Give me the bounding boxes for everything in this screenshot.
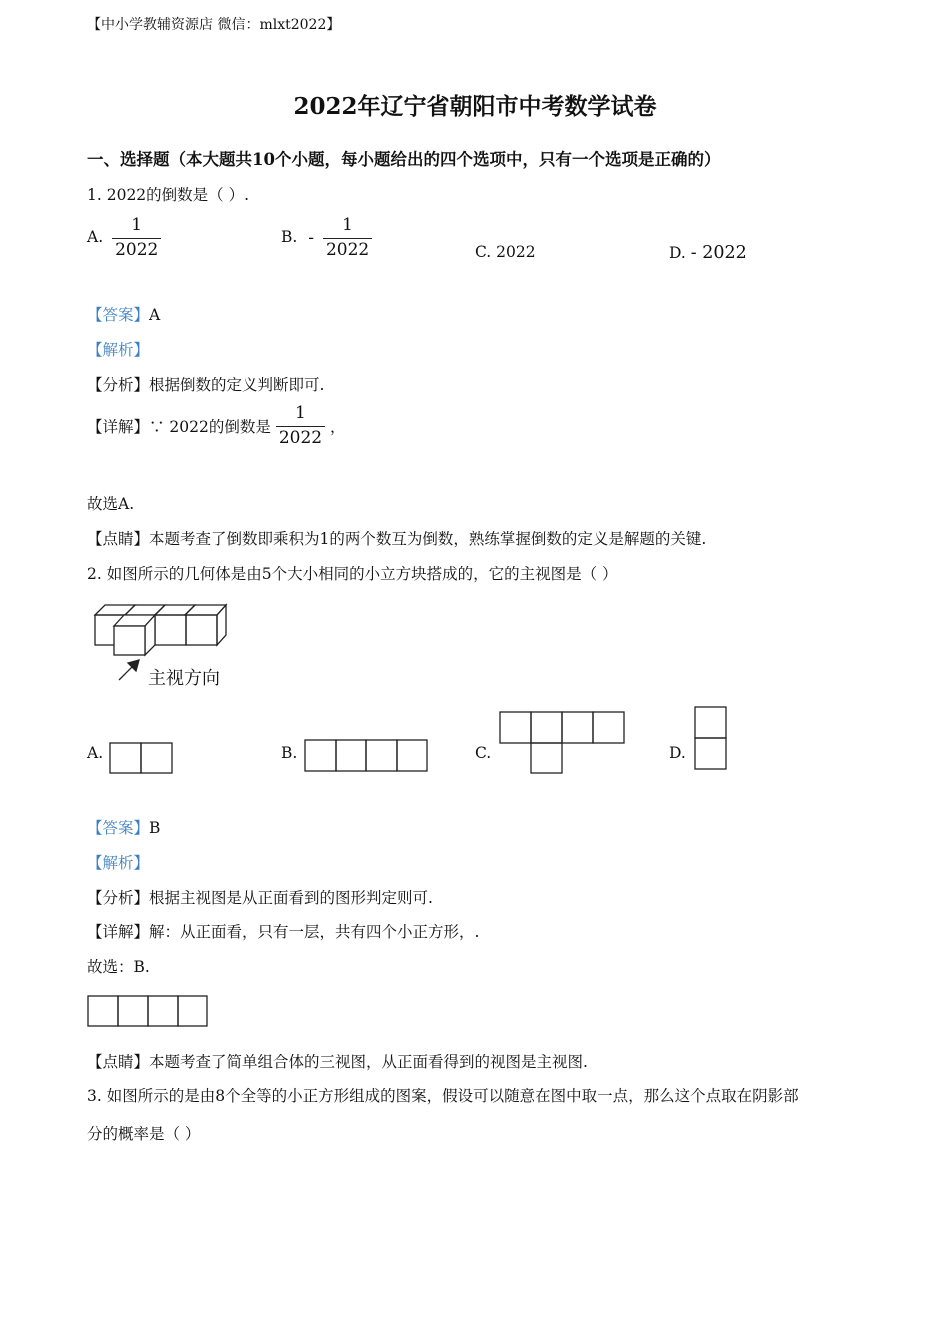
q2-option-a-label: A. — [87, 744, 104, 762]
q2-analysis-tag: 【解析】 — [87, 854, 150, 872]
q1-analysis-tag: 【解析】 — [87, 341, 150, 359]
answer-tag: 【答案】 — [87, 306, 150, 324]
fraction-numerator: 1 — [342, 215, 353, 235]
answer-value: A — [149, 306, 161, 324]
q1-fenxi: 【分析】根据倒数的定义判断即可. — [87, 376, 325, 394]
page-header: 【中小学教辅资源店 微信：mlxt2022】 — [87, 17, 341, 33]
q2-option-d-label: D. — [669, 744, 686, 762]
figure-caption: 主视方向 — [148, 668, 220, 689]
q1-option-c: C. 2022 — [475, 243, 536, 261]
minus-sign: - — [308, 228, 315, 249]
q1-stem: 1. 2022的倒数是（ ）. — [87, 186, 250, 204]
detail-comma: ， — [330, 418, 346, 437]
answer-value: B — [149, 819, 161, 837]
q2-fenxi: 【分析】根据主视图是从正面看到的图形判定则可. — [87, 889, 433, 907]
q1-option-b-label: B. — [281, 228, 298, 247]
q1-comment: 【点睛】本题考查了倒数即乘积为1的两个数互为倒数，熟练掌握倒数的定义是解题的关键. — [87, 530, 707, 548]
answer-tag: 【答案】 — [87, 819, 150, 837]
detail-text: 【详解】∵ 2022的倒数是 — [87, 418, 271, 437]
q1-option-d-value: - 2022 — [690, 243, 747, 263]
q2-stem: 2. 如图所示的几何体是由5个大小相同的小立方块搭成的，它的主视图是（ ） — [87, 565, 618, 583]
q3-stem-line1: 3. 如图所示的是由8个全等的小正方形组成的图案，假设可以随意在图中取一点，那么这个点取在阴影部 — [87, 1087, 799, 1105]
page-title: 2022年辽宁省朝阳市中考数学试卷 — [293, 93, 657, 120]
q1-option-a-label: A. — [87, 228, 104, 247]
fraction-denominator: 2022 — [112, 238, 161, 261]
q3-stem-line2: 分的概率是（ ） — [87, 1125, 201, 1143]
fraction-numerator: 1 — [131, 215, 143, 235]
fraction-denominator: 2022 — [276, 426, 325, 449]
fraction-denominator: 2022 — [323, 238, 372, 261]
section-heading: 一、选择题（本大题共10个小题，每小题给出的四个选项中，只有一个选项是正确的） — [87, 150, 721, 169]
q2-option-c-label: C. — [475, 744, 492, 762]
q1-option-d-label: D. — [669, 244, 686, 262]
q2-option-b-label: B. — [281, 744, 298, 762]
q2-choose: 故选：B. — [87, 958, 150, 976]
q2-comment: 【点睛】本题考查了简单组合体的三视图，从正面看得到的视图是主视图. — [87, 1053, 588, 1071]
q2-detail: 【详解】解：从正面看，只有一层，共有四个小正方形，. — [87, 923, 480, 941]
q1-choose: 故选A. — [87, 495, 135, 513]
fraction-numerator: 1 — [295, 403, 306, 423]
